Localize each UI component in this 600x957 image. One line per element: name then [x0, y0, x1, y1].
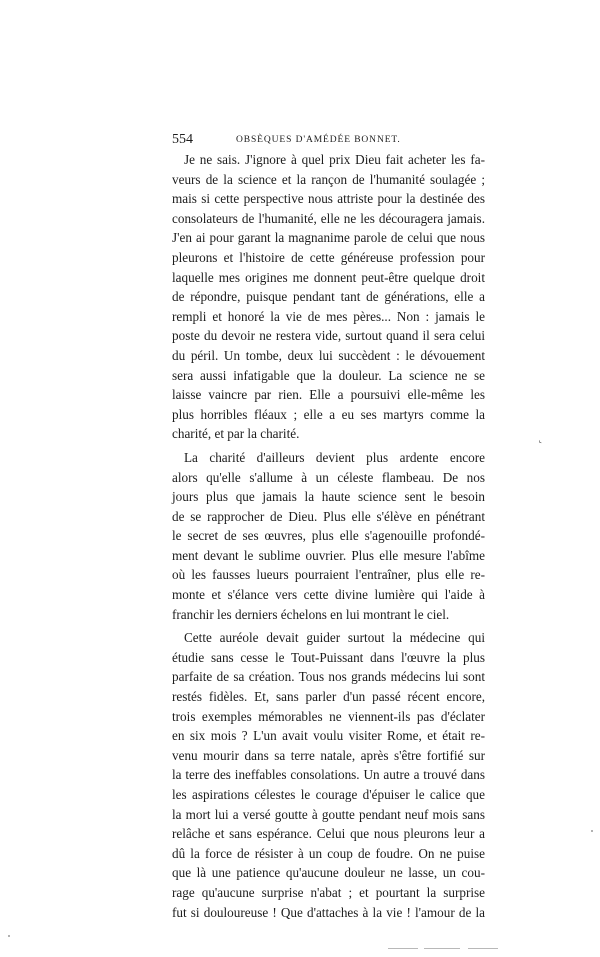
text-line: plus horribles fléaux ; elle a eu ses martyrs comme la [172, 406, 485, 422]
text-line: charité, et par la charité. [172, 426, 300, 442]
scan-edge-mark [424, 948, 460, 949]
paragraph-1 [172, 150, 485, 444]
text-line: ment devant le sublime ouvrier. Plus elle mesure l'abîme [172, 547, 485, 563]
text-line: de répondre, puisque pendant tant de générations, elle a [172, 289, 485, 305]
text-line: étudie sans cesse le Tout-Puissant dans l'œuvre la plus [172, 649, 485, 665]
text-line: en six mois ? L'un avait voulu visiter Rome, et était re- [172, 728, 485, 744]
scan-edge-mark [388, 948, 418, 949]
text-line: laquelle mes origines me donnent peut-être quelque droit [172, 269, 485, 285]
running-header [172, 131, 484, 149]
text-line: le secret de ses œuvres, plus elle s'agenouille profondé- [172, 528, 485, 544]
text-line: les aspirations célestes le courage d'épuiser le calice que [172, 787, 485, 802]
text-line: consolateurs de l'humanité, elle ne les découragera jamais. [172, 210, 485, 226]
text-line: que là une patience qu'aucune douleur ne lasse, un cou- [172, 865, 485, 881]
margin-mark: ‹ [535, 435, 544, 447]
text-line: venu mourir dans sa terre natale, après s'être fortifié sur [172, 747, 485, 763]
text-line: La charité d'ailleurs devient plus ardente encore [184, 449, 485, 465]
text-line: Je ne sais. J'ignore à quel prix Dieu fait acheter les fa- [184, 152, 485, 167]
text-line: Cette auréole devait guider surtout la médecine qui [184, 630, 485, 646]
text-line: poste du devoir ne restera vide, surtout quand il sera celui [172, 328, 485, 344]
text-line: mais si cette perspective nous attriste pour la destinée des [172, 191, 485, 207]
text-line: dû la force de résister à un coup de foudre. On ne puise [172, 845, 485, 861]
text-line: la terre des ineffables consolations. Un autre a trouvé dans [172, 767, 485, 783]
text-line: du péril. Un tombe, deux lui succèdent : le dévouement [172, 347, 485, 363]
text-line: restés fidèles. Et, sans parler d'un passé récent encore, [172, 689, 485, 705]
scan-edge-mark [468, 948, 498, 949]
text-line: J'en ai pour garant la magnanime parole de celui que nous [172, 230, 485, 246]
paragraph-2 [172, 448, 485, 624]
body-text [172, 150, 485, 922]
scan-edge-marks [0, 948, 600, 950]
text-line: la mort lui a versé goutte à goutte pendant neuf mois sans [172, 806, 485, 822]
text-line: pleurons et l'histoire de cette généreuse profession pour [172, 249, 485, 265]
text-line: de se rapprocher de Dieu. Plus elle s'élève en pénétrant [172, 508, 485, 524]
text-line: rage qu'aucune surprise n'abat ; et pourtant la surprise [172, 884, 485, 900]
text-line: trois exemples mémorables ne viennent-ils pas d'éclater [172, 708, 485, 724]
text-line: alors qu'elle s'allume à un céleste flambeau. De nos [172, 469, 485, 485]
text-line: où les fausses lueurs pourraient l'entraîner, plus elle re- [172, 567, 485, 583]
scan-speck [8, 935, 10, 937]
running-title: OBSÈQUES D'AMÉDÉE BONNET. [236, 135, 401, 145]
text-line: veurs de la science et la rançon de l'humanité soulagée ; [172, 171, 485, 187]
text-line: laisse vaincre par rien. Elle a poursuivi elle-même les [172, 387, 485, 403]
text-line: franchir les derniers échelons en lui montrant le ciel. [172, 606, 450, 622]
page-number: 554 [172, 132, 193, 147]
text-line: monte et s'élance vers cette divine lumière qui l'aide à [172, 587, 485, 603]
text-line: fut si douloureuse ! Que d'attaches à la vie ! l'amour de la [172, 904, 485, 920]
text-line: sera aussi infatigable que la douleur. La science ne se [172, 367, 485, 383]
text-line: rempli et honoré la vie de mes pères... Non : jamais le [172, 308, 485, 324]
text-line: parfaite de sa création. Tous nos grands médecins lui sont [172, 669, 485, 685]
text-line: relâche et sans espérance. Celui que nous pleurons leur a [172, 826, 485, 842]
scan-speck [591, 830, 593, 832]
paragraph-3 [172, 628, 485, 922]
text-line: jours plus que jamais la haute science sent le besoin [172, 489, 485, 505]
